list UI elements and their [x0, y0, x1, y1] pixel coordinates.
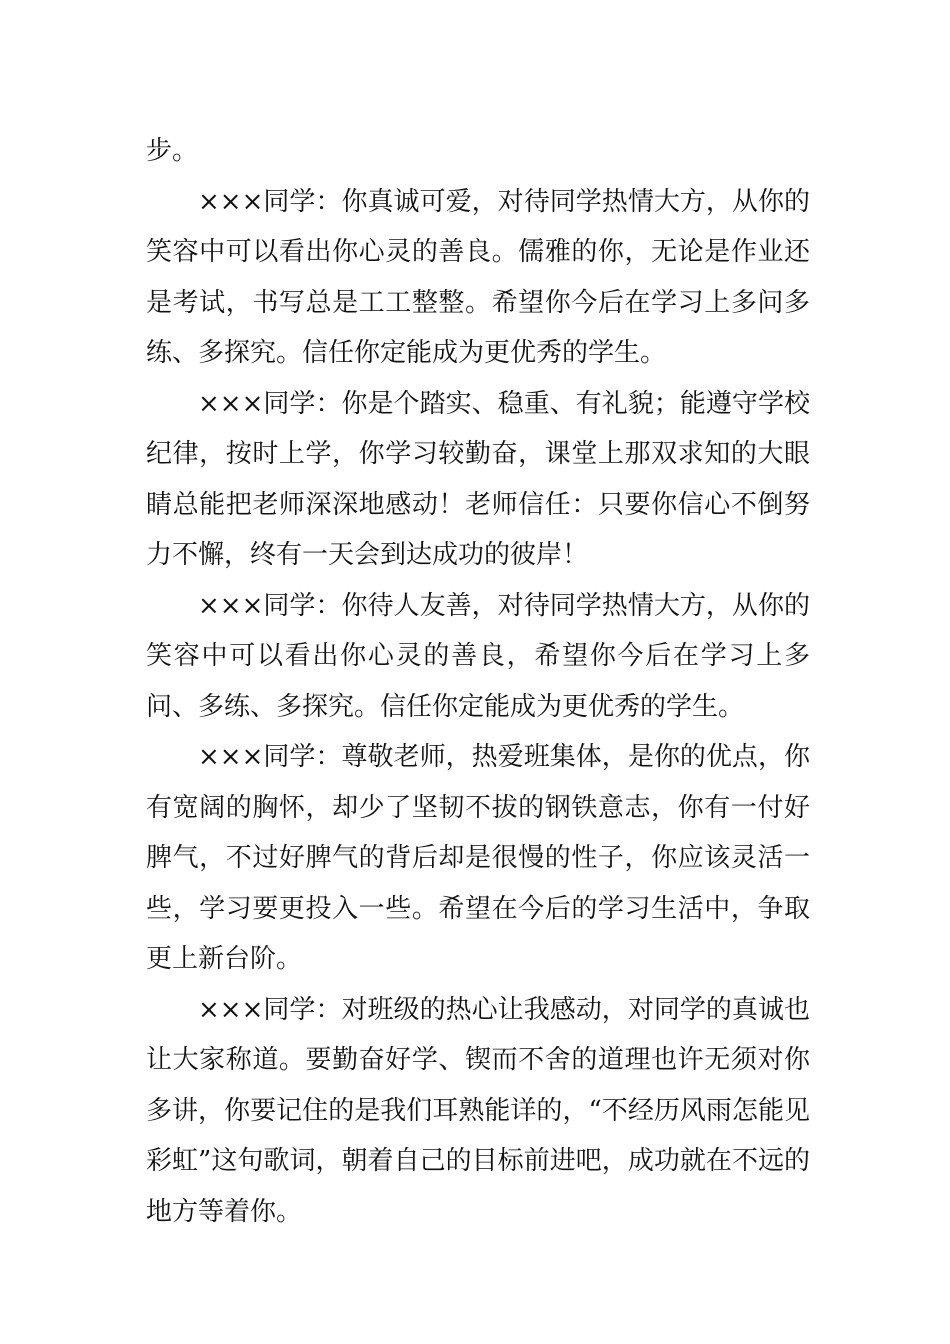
paragraph-comment-4: ×××同学：尊敬老师，热爱班集体，是你的优点，你有宽阔的胸怀，却少了坚韧不拔的钢铁意志，你有一付好脾气，不过好脾气的背后却是很慢的性子，你应该灵活一些，学习要更投入一些。希望在今后的学习生活中，争取更上新台阶。	[146, 742, 810, 974]
document-body	[146, 126, 810, 1237]
paragraph-comment-1: ×××同学：你真诚可爱，对待同学热情大方，从你的笑容中可以看出你心灵的善良。儒雅的你，无论是作业还是考试，书写总是工工整整。希望你今后在学习上多问多练、多探究。信任你定能成为更优秀的学生。	[146, 186, 810, 368]
paragraph-continuation: 步。	[146, 136, 199, 166]
paragraph-comment-2: ×××同学：你是个踏实、稳重、有礼貌；能遵守学校纪律，按时上学，你学习较勤奋，课堂上那双求知的大眼睛总能把老师深深地感动！老师信任：只要你信心不倒努力不懈，终有一天会到达成功的彼岸！	[146, 388, 810, 570]
paragraph-comment-5: ×××同学：对班级的热心让我感动，对同学的真诚也让大家称道。要勤奋好学、锲而不舍的道理也许无须对你多讲，你要记住的是我们耳熟能详的，“不经历风雨怎能见彩虹”这句歌词，朝着自己的目标前进吧，成功就在不远的地方等着你。	[146, 994, 810, 1227]
paragraph-comment-3: ×××同学：你待人友善，对待同学热情大方，从你的笑容中可以看出你心灵的善良，希望你今后在学习上多问、多练、多探究。信任你定能成为更优秀的学生。	[146, 590, 810, 722]
